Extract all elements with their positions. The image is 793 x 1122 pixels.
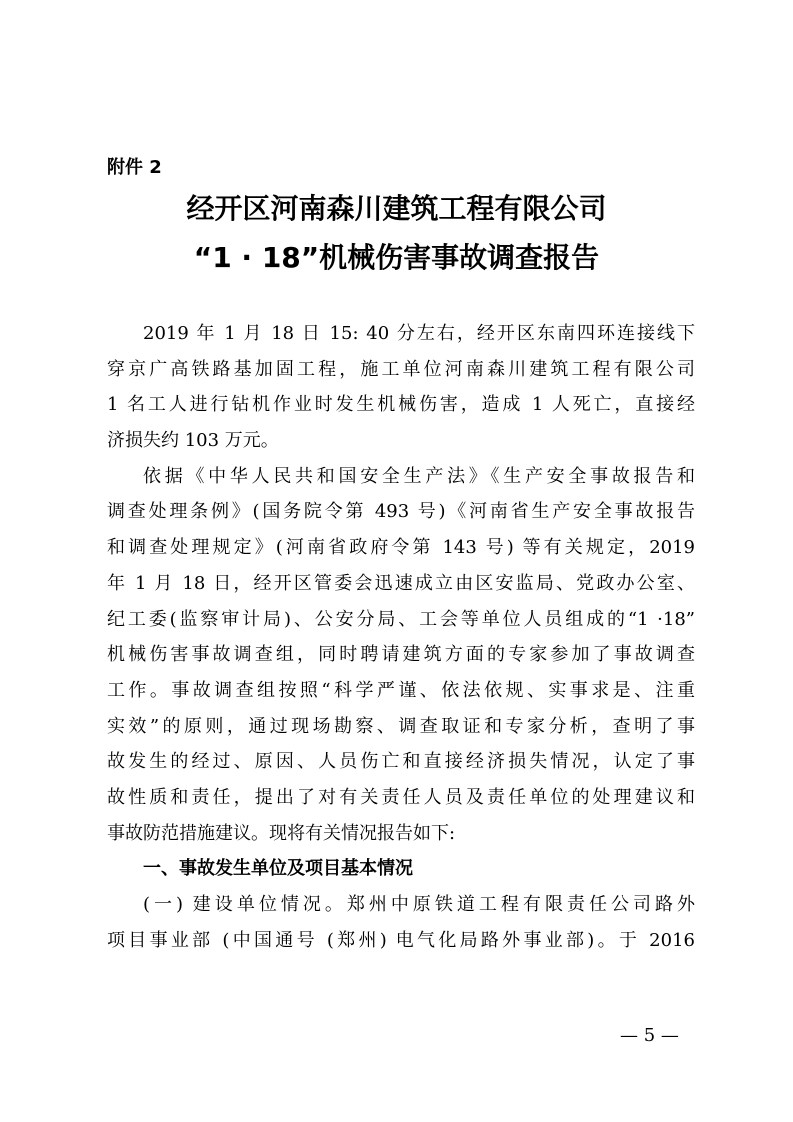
paragraph-1-line-4: 济损失约 103 万元。 bbox=[107, 430, 279, 452]
section-1-line-1: (一) 建设单位情况。郑州中原铁道工程有限责任公司路外 bbox=[143, 894, 695, 915]
paragraph-2-line-5: 纪工委(监察审计局)、公安分局、工会等单位人员组成的“1 ·18” bbox=[107, 608, 695, 630]
paragraph-2-line-3: 和调查处理规定》(河南省政府令第 143 号) 等有关规定，2019 bbox=[107, 537, 695, 559]
paragraph-2-line-11: 事故防范措施建议。现将有关情况报告如下: bbox=[107, 822, 456, 844]
document-title-line-1: 经开区河南森川建筑工程有限公司 bbox=[186, 192, 607, 225]
paragraph-2-line-7: 工作。事故调查组按照“科学严谨、依法依规、实事求是、注重 bbox=[107, 679, 695, 701]
document-body bbox=[107, 316, 695, 958]
paragraph-1-line-1: 2019 年 1 月 18 日 15: 40 分左右，经开区东南四环连接线下 bbox=[143, 323, 695, 344]
paragraph-2-line-10: 故性质和责任，提出了对有关责任人员及责任单位的处理建议和 bbox=[107, 786, 695, 808]
section-1-line-2: 项目事业部 (中国通号 (郑州) 电气化局路外事业部)。于 2016 bbox=[107, 929, 695, 951]
paragraph-2-line-4: 年 1 月 18 日，经开区管委会迅速成立由区安监局、党政办公室、 bbox=[107, 572, 695, 594]
paragraph-2-line-6: 机械伤害事故调查组，同时聘请建筑方面的专家参加了事故调查 bbox=[107, 644, 695, 666]
paragraph-2-line-9: 故发生的经过、原因、人员伤亡和直接经济损失情况，认定了事 bbox=[107, 751, 695, 773]
paragraph-2-line-2: 调查处理条例》(国务院令第 493 号)《河南省生产安全事故报告 bbox=[107, 501, 695, 523]
document-title-line-2: “1 · 18”机械伤害事故调查报告 bbox=[193, 241, 600, 274]
paragraph-2-line-8: 实效”的原则，通过现场勘察、调查取证和专家分析，查明了事 bbox=[107, 715, 695, 737]
paragraph-2-line-1: 依据《中华人民共和国安全生产法》《生产安全事故报告和 bbox=[143, 465, 695, 487]
section-1-heading: 一、事故发生单位及项目基本情况 bbox=[143, 858, 413, 880]
paragraph-1-line-2: 穿京广高铁路基加固工程，施工单位河南森川建筑工程有限公司 bbox=[107, 358, 695, 380]
paragraph-1-line-3: 1 名工人进行钻机作业时发生机械伤害，造成 1 人死亡，直接经 bbox=[107, 394, 695, 416]
page-number: — 5 — bbox=[620, 1025, 679, 1046]
attachment-label: 附件 2 bbox=[107, 157, 162, 178]
